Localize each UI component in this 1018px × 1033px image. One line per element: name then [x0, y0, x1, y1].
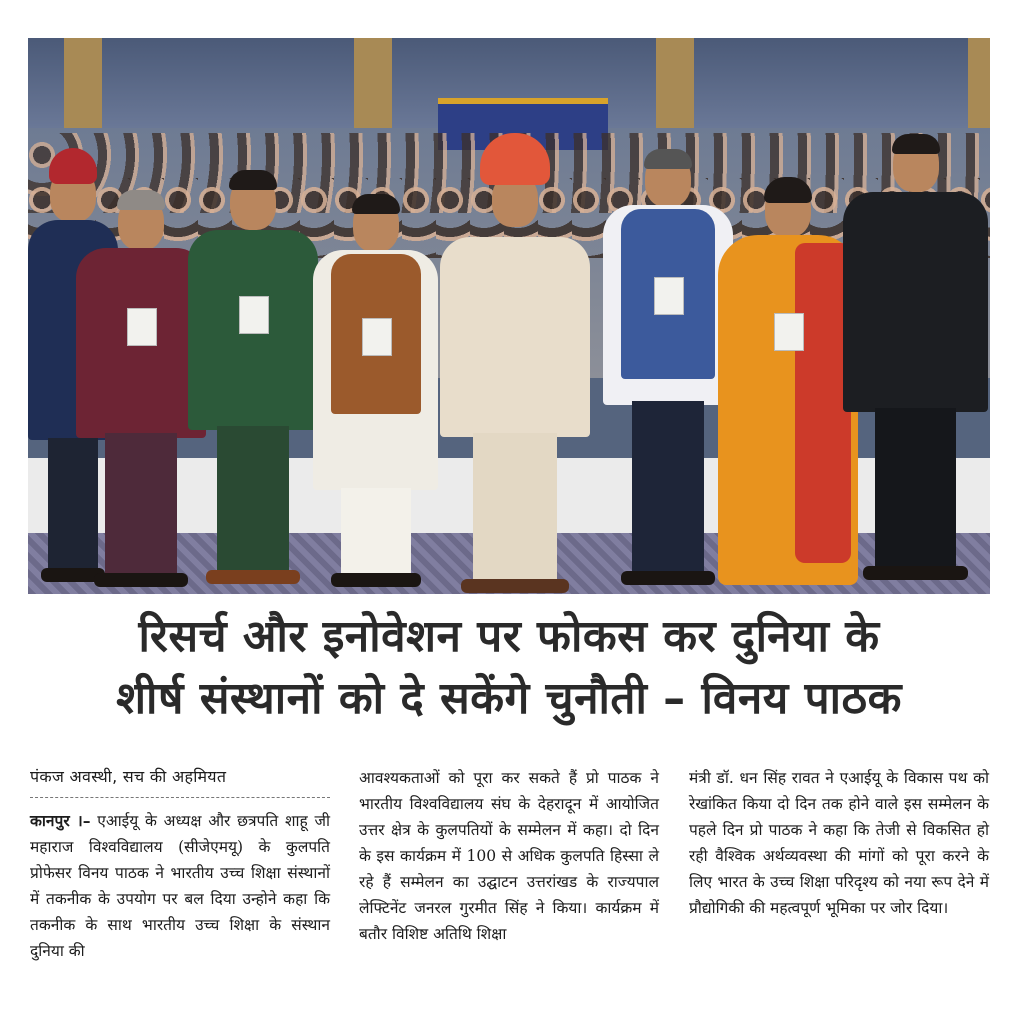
person-cream-blazer — [440, 133, 590, 593]
article-column-3 — [689, 765, 989, 921]
person-blue-vest — [603, 153, 733, 593]
article-column-2 — [359, 765, 659, 947]
person-orange-saree — [718, 183, 858, 593]
person-maroon-vest — [76, 188, 206, 588]
article-dateline: कानपुर ।– — [30, 812, 91, 830]
article-byline: पंकज अवस्थी, सच की अहमियत — [30, 765, 330, 798]
person-black-bandhgala — [843, 138, 988, 593]
column-3-body: मंत्री डॉ. धन सिंह रावत ने एआईयू के विकास पथ को रेखांकित किया दो दिन तक होने वाले इस सम्मेलन के पहले दिन प्रो पाठक ने कहा कि तेजी से विकसित हो रही वैश्विक अर्थव्यवस्था की मांगों को पूरा करने के लिए भारत के उच्च शिक्षा परिदृश्य को नया रूप देने में प्रौद्योगिकी की महत्वपूर्ण भूमिका पर जोर दिया। — [689, 769, 989, 917]
headline-line-2: शीर्ष संस्थानों को दे सकेंगे चुनौती – विनय पाठक — [116, 673, 902, 724]
column-1-body: एआईयू के अध्यक्ष और छत्रपति शाहू जी महाराज विश्वविद्यालय (सीजेएमयू) के कुलपति प्रोफेसर विनय पाठक ने भारतीय उच्च शिक्षा संस्थानों में तकनीक के उपयोग पर बल दिया उन्होने कहा कि तकनीक के साथ भारतीय उच्च शिक्षा के संस्थान दुनिया की — [30, 812, 331, 960]
group-photo — [28, 38, 990, 594]
column-2-body: आवश्यकताओं को पूरा कर सकते हैं प्रो पाठक ने भारतीय विश्वविद्यालय संघ के देहरादून में आयोजित उत्तर क्षेत्र के कुलपतियों के सम्मेलन में कहा। दो दिन के इस कार्यक्रम में 100 से अधिक कुलपति हिस्सा ले रहे हैं सम्मेलन का उद्घाटन उत्तरांखड के राज्यपाल लेफ्टिनेंट जनरल गुरमीत सिंह ने किया। कार्यक्रम में बतौर विशिष्ट अतिथि शिक्षा — [359, 769, 659, 943]
headline-line-1: रिसर्च और इनोवेशन पर फोकस कर दुनिया के — [138, 611, 880, 662]
article-headline — [20, 606, 998, 730]
person-green-jacket — [188, 168, 318, 588]
article-column-1 — [30, 765, 330, 964]
column-1-text — [30, 808, 330, 964]
person-white-kurta — [313, 198, 438, 588]
